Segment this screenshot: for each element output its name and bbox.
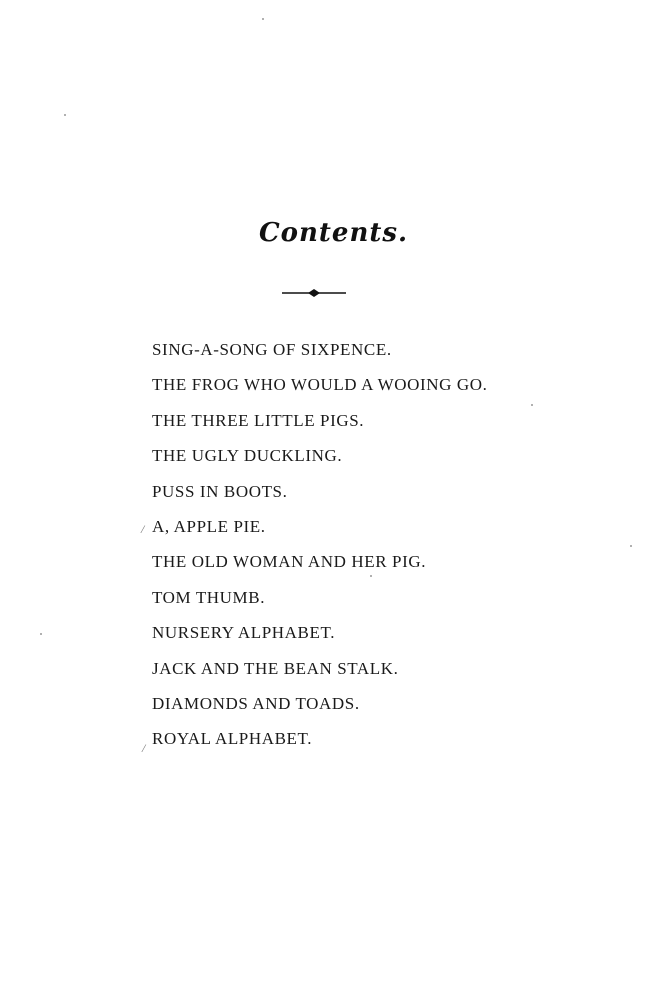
contents-entry: JACK AND THE BEAN STALK. bbox=[152, 658, 399, 678]
paper-speck bbox=[40, 633, 42, 635]
contents-entry: NURSERY ALPHABET. bbox=[152, 623, 336, 643]
paper-speck bbox=[262, 18, 264, 20]
contents-entry: TOM THUMB. bbox=[152, 587, 266, 607]
pencil-check-mark: / bbox=[142, 741, 146, 755]
paper-speck bbox=[531, 404, 533, 406]
contents-entry: PUSS IN BOOTS. bbox=[152, 481, 288, 501]
contents-entry: ROYAL ALPHABET. bbox=[152, 729, 313, 749]
paper-speck bbox=[630, 545, 632, 547]
contents-entry: A, APPLE PIE. bbox=[152, 516, 266, 536]
contents-list bbox=[152, 338, 487, 763]
contents-entry: THE OLD WOMAN AND HER PIG. bbox=[152, 552, 427, 572]
ornamental-rule-icon bbox=[282, 286, 346, 300]
pencil-check-mark: / bbox=[141, 522, 145, 536]
contents-entry: DIAMONDS AND TOADS. bbox=[152, 693, 360, 713]
paper-speck bbox=[370, 575, 372, 577]
contents-entry: SING-A-SONG OF SIXPENCE. bbox=[152, 340, 392, 359]
contents-entry: THE FROG WHO WOULD A WOOING GO. bbox=[152, 375, 488, 395]
page-title: Contents. bbox=[258, 218, 409, 248]
contents-entry: THE THREE LITTLE PIGS. bbox=[152, 410, 365, 430]
paper-speck bbox=[64, 114, 66, 116]
contents-entry: THE UGLY DUCKLING. bbox=[152, 446, 343, 466]
